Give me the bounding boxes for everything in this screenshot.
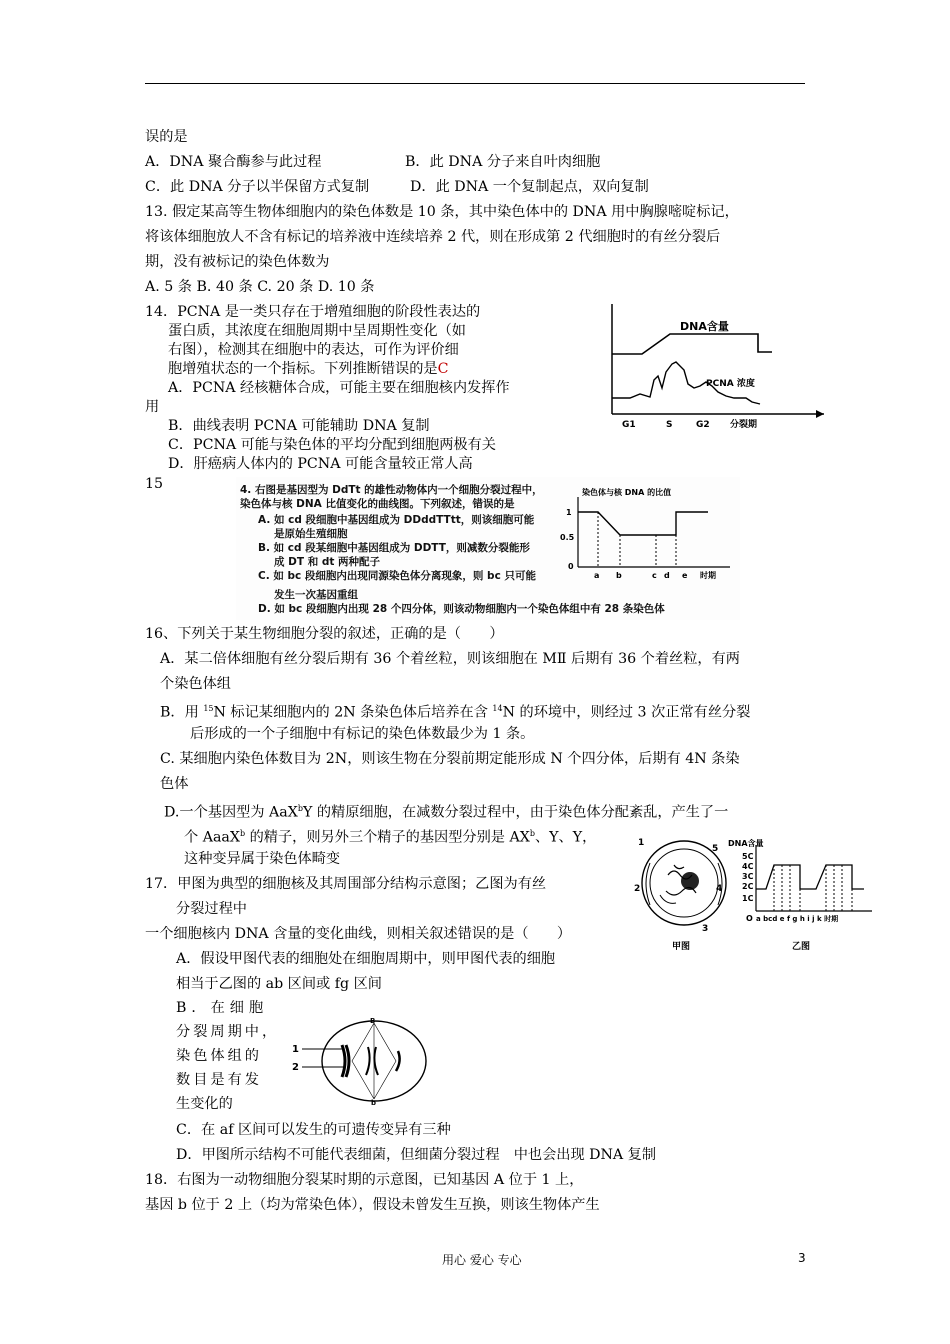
x-ticks: a bcd e f g h i j k 时期 (756, 915, 839, 923)
yi-label: 乙图 (792, 942, 811, 952)
fig-label: 2 (292, 1062, 299, 1073)
q17-line2: 分裂过程中 (176, 901, 247, 917)
scan-line: 成 DT 和 dt 两种配子 (274, 556, 381, 568)
q14-option-d: D．肝癌病人体内的 PCNA 可能含量较正常人高 (168, 456, 473, 472)
header-rule (145, 83, 805, 84)
q16-option-b-cont: 后形成的一个子细胞中有标记的染色体数最少为 1 条。 (190, 726, 535, 742)
x-label-s: S (666, 420, 673, 430)
q17-option-b: B．在细胞 (176, 1000, 269, 1016)
scan-line: 是原始生殖细胞 (274, 528, 348, 540)
scan-line: 4. 右图是基因型为 DdTt 的雄性动物体内一个细胞分裂过程中， (240, 484, 543, 496)
q13-line1: 13. 假定某高等生物体细胞内的染色体数是 10 条，其中染色体中的 DNA 用中胸腺嘧啶标记， (145, 204, 739, 220)
chart-title: 染色体与核 DNA 的比值 (582, 488, 672, 497)
fig-num: 3 (702, 924, 709, 934)
answer-mark: C (437, 361, 449, 377)
x-tick: e (682, 571, 688, 580)
q16-option-d-cont2: 这种变异属于染色体畸变 (184, 851, 341, 867)
q14-option-c: C．PCNA 可能与染色体的平均分配到细胞两极有关 (168, 437, 496, 453)
q17-option-b-cont: 生变化的 (176, 1096, 233, 1112)
yi-ylabel: DNA含量 (728, 839, 764, 848)
pcna-concentration-label: PCNA 浓度 (706, 379, 755, 389)
q14-line4: 胞增殖状态的一个指标。下列推断错误的是C (168, 361, 449, 377)
y-tick: 4C (742, 862, 754, 871)
q13-line2: 将该体细胞放人不含有标记的培养液中连续培养 2 代，则在形成第 2 代细胞时的有丝分裂后 (145, 229, 721, 245)
x-tick: b (616, 571, 622, 580)
footer-text: 用心 爱心 专心 (442, 1253, 522, 1267)
option-a: A．DNA 聚合酶参与此过程 (145, 154, 322, 170)
q14-line3: 右图），检测其在细胞中的表达，可作为评价细 (168, 342, 459, 358)
fig-num: 4 (716, 884, 723, 894)
text-line: 误的是 (145, 129, 188, 145)
q17-option-a: A．假设甲图代表的细胞处在细胞周期中，则甲图代表的细胞 (176, 951, 556, 967)
dna-content-label: DNA含量 (680, 320, 729, 333)
q14-line2: 蛋白质，其浓度在细胞周期中呈周期性变化（如 (168, 323, 466, 339)
q17-option-a-cont: 相当于乙图的 ab 区间或 fg 区间 (176, 976, 382, 992)
fig-label: B (370, 1017, 376, 1025)
y-tick: 5C (742, 852, 754, 861)
scan-line: D. 如 bc 段细胞内出现 28 个四分体，则该动物细胞内一个染色体组中有 28 条染色体 (258, 603, 665, 615)
x-tick: 时期 (700, 571, 716, 580)
x-label-g1: G1 (622, 420, 636, 430)
page-number: 3 (798, 1251, 806, 1265)
q15-number: 15 (145, 476, 164, 492)
q17-figure (632, 835, 882, 955)
q17-line3: 一个细胞核内 DNA 含量的变化曲线，则相关叙述错误的是（ ） (145, 926, 572, 942)
q16-option-a: A．某二倍体细胞有丝分裂后期有 36 个着丝粒，则该细胞在 MⅡ 后期有 36 个着丝粒，有两 (160, 651, 740, 667)
option-c: C．此 DNA 分子以半保留方式复制 (145, 179, 370, 195)
x-tick: a (594, 571, 600, 580)
x-label-mitosis: 分裂期 (730, 420, 758, 430)
q17-option-d: D．甲图所示结构不可能代表细菌，但细菌分裂过程 中也会出现 DNA 复制 (176, 1147, 657, 1163)
q14-option-a: A．PCNA 经核糖体合成，可能主要在细胞核内发挥作 (168, 380, 510, 396)
q16-option-c: C. 某细胞内染色体数目为 2N，则该生物在分裂前期定能形成 N 个四分体，后期有 4N 条染 (160, 751, 740, 767)
pcna-figure (600, 302, 830, 432)
y-tick: 1C (742, 894, 754, 903)
y-tick: 1 (566, 508, 572, 517)
x-tick: c (652, 571, 657, 580)
x-label-g2: G2 (696, 420, 710, 430)
q13-line3: 期，没有被标记的染色体数为 (145, 254, 330, 270)
fig-label: 1 (292, 1044, 299, 1055)
cell-division-figure (290, 1015, 440, 1107)
q17-option-b-cont: 分裂周期中， (176, 1024, 280, 1040)
scan-line: C. 如 bc 段细胞内出现同源染色体分离现象，则 bc 只可能 (258, 570, 536, 582)
q18-line1: 18．右图为一动物细胞分裂某时期的示意图，已知基因 A 位于 1 上， (145, 1172, 584, 1188)
q13-options: A. 5 条 B. 40 条 C. 20 条 D. 10 条 (145, 279, 375, 295)
y-tick: 2C (742, 882, 754, 891)
q16-option-d-cont: 个 AaaX$^b$ 的精子，则另外三个精子的基因型分别是 $AX^b$、Y、Y， (184, 829, 597, 846)
q14-line1: 14．PCNA 是一类只存在于增殖细胞的阶段性表达的 (145, 304, 481, 320)
q16-option-a-cont: 个染色体组 (160, 676, 231, 692)
q17-option-b-cont: 染色体组的 (176, 1048, 262, 1064)
q16-option-b: B．用 $^{15}$N 标记某细胞内的 2N 条染色体后培养在含 $^{14}$N 的环境中，则经过 3 次正常有丝分裂 (160, 704, 751, 721)
scan-line: B. 如 cd 段某细胞中基因组成为 DDTT，则减数分裂能形 (258, 542, 530, 554)
q14-option-a-cont: 用 (145, 399, 160, 415)
y-tick: 0 (568, 562, 574, 571)
origin: O (746, 914, 753, 923)
fig-num: 2 (634, 884, 641, 894)
fig-label: b (371, 1099, 377, 1107)
fig-num: 1 (638, 838, 645, 848)
q17-line1: 17．甲图为典型的细胞核及其周围部分结构示意图；乙图为有丝 (145, 876, 547, 892)
y-tick: 3C (742, 872, 754, 881)
q18-line2: 基因 b 位于 2 上（均为常染色体），假设未曾发生互换，则该生物体产生 (145, 1197, 600, 1213)
q16-stem: 16、下列关于某生物细胞分裂的叙述，正确的是（ ） (145, 626, 504, 642)
scan-line: 染色体与核 DNA 比值变化的曲线图。下列叙述，错误的是 (240, 498, 515, 510)
q14-option-b: B．曲线表明 PCNA 可能辅助 DNA 复制 (168, 418, 430, 434)
y-tick: 0.5 (560, 533, 575, 542)
option-d: D．此 DNA 一个复制起点，双向复制 (410, 179, 649, 195)
q15-scanned-image (236, 477, 740, 620)
x-tick: d (664, 571, 670, 580)
q17-option-c: C．在 af 区间可以发生的可遗传变异有三种 (176, 1122, 451, 1138)
q17-option-b-cont: 数目是有发 (176, 1072, 262, 1088)
q16-option-c-cont: 色体 (160, 776, 189, 792)
fig-num: 5 (712, 844, 719, 854)
scan-line: 发生一次基因重组 (274, 589, 358, 601)
jia-label: 甲图 (672, 942, 691, 952)
option-b: B．此 DNA 分子来自叶肉细胞 (405, 154, 601, 170)
q16-option-d: D.一个基因型为 AaX$^b$Y 的精原细胞，在减数分裂过程中，由于染色体分配紊乱，产生了一 (164, 804, 729, 821)
scan-line: A. 如 cd 段细胞中基因组成为 DDddTTtt，则该细胞可能 (258, 514, 535, 526)
